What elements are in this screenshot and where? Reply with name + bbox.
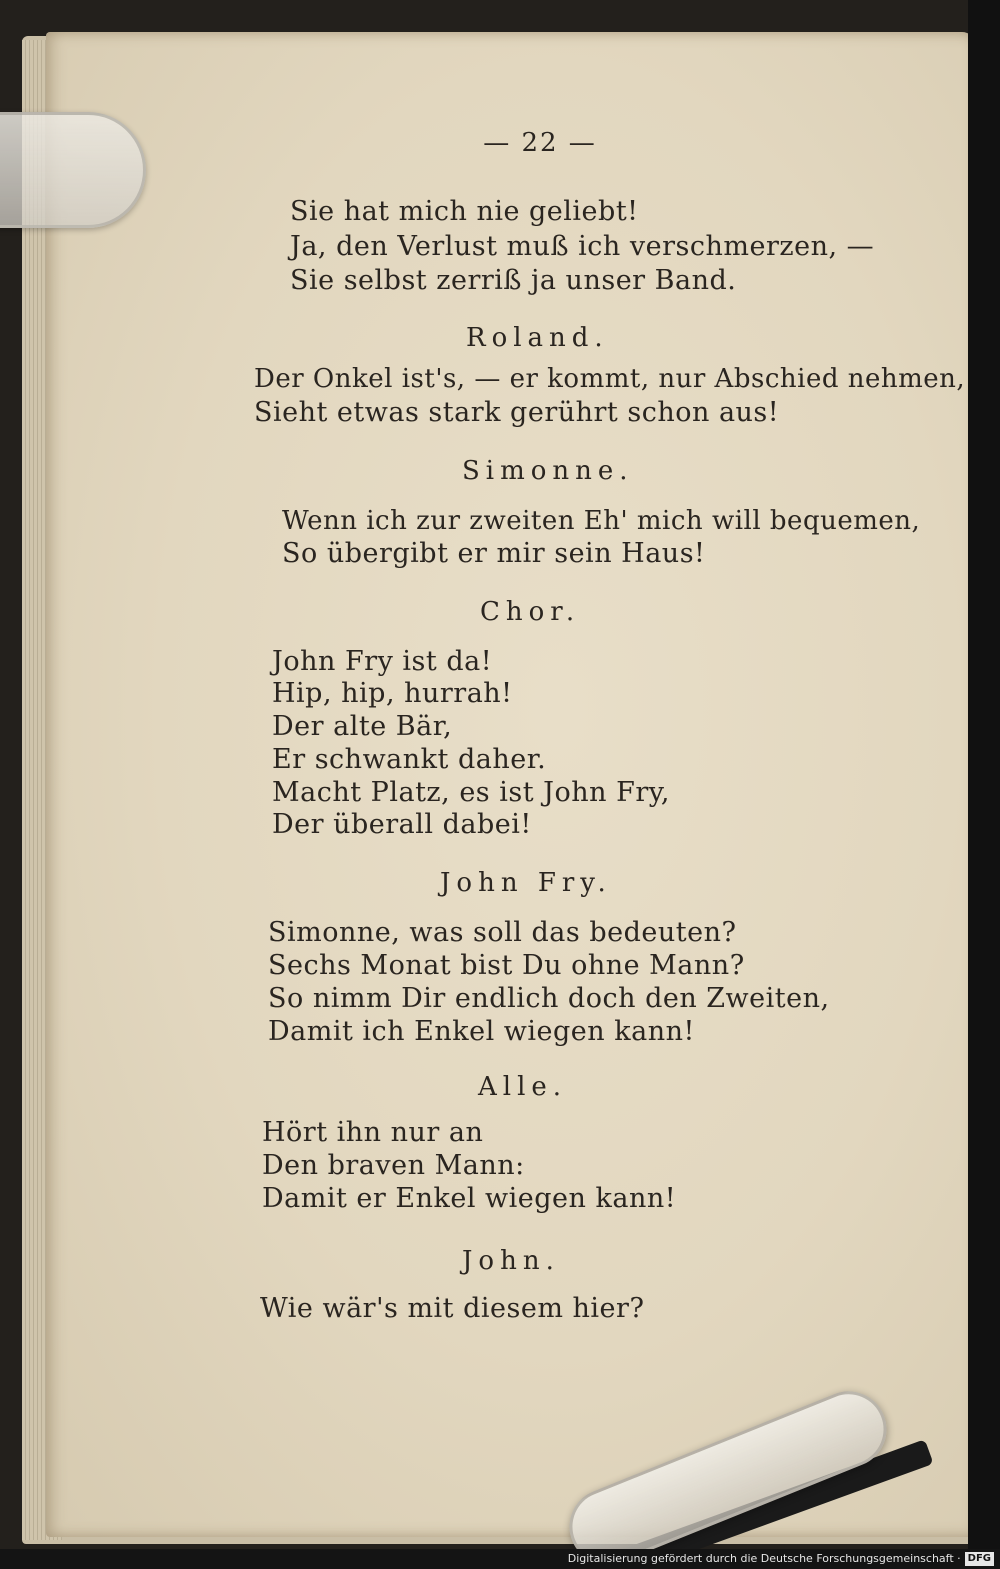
speaker-name: Simonne. xyxy=(462,456,634,486)
text-line: Sie selbst zerriß ja unser Band. xyxy=(290,265,737,296)
text-line: Wenn ich zur zweiten Eh' mich will bequemen, xyxy=(282,506,921,536)
speaker-name: Alle. xyxy=(478,1072,568,1102)
text-line: Den braven Mann: xyxy=(262,1150,525,1181)
speaker-name: John Fry. xyxy=(440,868,612,898)
text-line: Hört ihn nur an xyxy=(262,1117,484,1148)
text-line: Hip, hip, hurrah! xyxy=(272,678,513,709)
text-line: So übergibt er mir sein Haus! xyxy=(282,538,706,569)
text-line: Macht Platz, es ist John Fry, xyxy=(272,777,670,808)
speaker-name: Chor. xyxy=(480,597,581,627)
text-line: Ja, den Verlust muß ich verschmerzen, — xyxy=(290,231,875,262)
text-line: Sechs Monat bist Du ohne Mann? xyxy=(268,950,745,981)
text-line: Er schwankt daher. xyxy=(272,744,547,775)
text-line: Damit er Enkel wiegen kann! xyxy=(262,1183,677,1214)
text-line: So nimm Dir endlich doch den Zweiten, xyxy=(268,983,830,1014)
digitization-footer xyxy=(0,1549,1000,1569)
footer-credit: Digitalisierung gefördert durch die Deutsche Forschungsgemeinschaft · xyxy=(567,1552,961,1565)
speaker-name: Roland. xyxy=(466,323,609,353)
speaker-name: John. xyxy=(462,1246,560,1276)
text-line: Der überall dabei! xyxy=(272,809,532,840)
text-line: John Fry ist da! xyxy=(272,646,493,677)
page-number: — 22 — xyxy=(483,128,597,158)
text-line: Damit ich Enkel wiegen kann! xyxy=(268,1016,695,1047)
text-line: Der alte Bär, xyxy=(272,711,453,742)
text-line: Sieht etwas stark gerührt schon aus! xyxy=(254,397,780,428)
text-line: Wie wär's mit diesem hier? xyxy=(260,1293,645,1324)
text-line: Der Onkel ist's, — er kommt, nur Abschied nehmen, xyxy=(254,364,966,394)
text-line: Simonne, was soll das bedeuten? xyxy=(268,917,737,948)
text-line: Sie hat mich nie geliebt! xyxy=(290,196,639,227)
dfg-logo: DFG xyxy=(965,1552,994,1566)
